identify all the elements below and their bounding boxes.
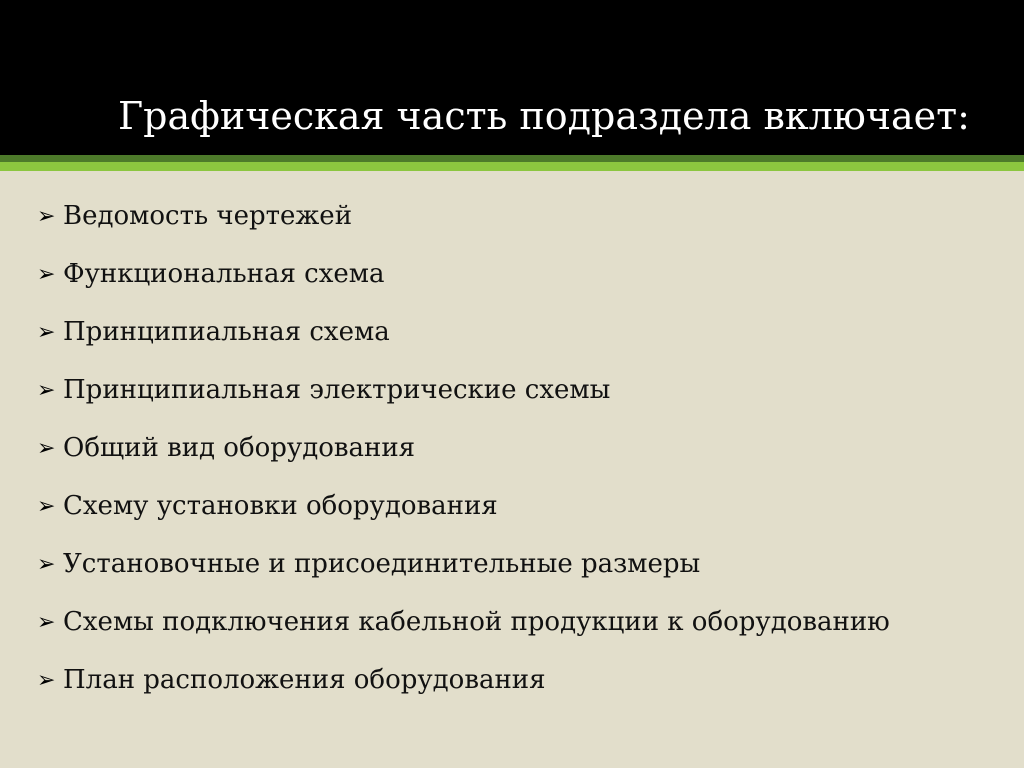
- list-item: [37, 303, 890, 361]
- slide-title: Графическая часть подраздела включает:: [118, 94, 970, 138]
- list-item: [37, 477, 890, 535]
- arrowhead-bullet-icon: ➢: [37, 435, 56, 461]
- accent-stripe-light: [0, 162, 1024, 171]
- arrowhead-bullet-icon: ➢: [37, 493, 56, 519]
- arrowhead-bullet-icon: ➢: [37, 261, 56, 287]
- list-item-text: Ведомость чертежей: [63, 201, 353, 231]
- arrowhead-bullet-icon: ➢: [37, 203, 56, 229]
- list-item: [37, 245, 890, 303]
- list-item: [37, 361, 890, 419]
- list-item: [37, 593, 890, 651]
- list-item-text: Общий вид оборудования: [63, 433, 416, 463]
- accent-stripe-dark: [0, 155, 1024, 162]
- arrowhead-bullet-icon: ➢: [37, 609, 56, 635]
- list-item-text: Принципиальная электрические схемы: [63, 375, 611, 405]
- list-item-text: Принципиальная схема: [63, 317, 390, 347]
- bullet-list: [37, 187, 890, 709]
- list-item: [37, 651, 890, 709]
- arrowhead-bullet-icon: ➢: [37, 377, 56, 403]
- arrowhead-bullet-icon: ➢: [37, 551, 56, 577]
- arrowhead-bullet-icon: ➢: [37, 319, 56, 345]
- list-item-text: Функциональная схема: [63, 259, 385, 289]
- list-item: [37, 419, 890, 477]
- list-item-text: Схемы подключения кабельной продукции к оборудованию: [63, 607, 890, 637]
- list-item: [37, 535, 890, 593]
- list-item: [37, 187, 890, 245]
- list-item-text: План расположения оборудования: [63, 665, 546, 695]
- title-bar: [0, 0, 1024, 155]
- list-item-text: Схему установки оборудования: [63, 491, 498, 521]
- arrowhead-bullet-icon: ➢: [37, 667, 56, 693]
- list-item-text: Установочные и присоединительные размеры: [63, 549, 701, 579]
